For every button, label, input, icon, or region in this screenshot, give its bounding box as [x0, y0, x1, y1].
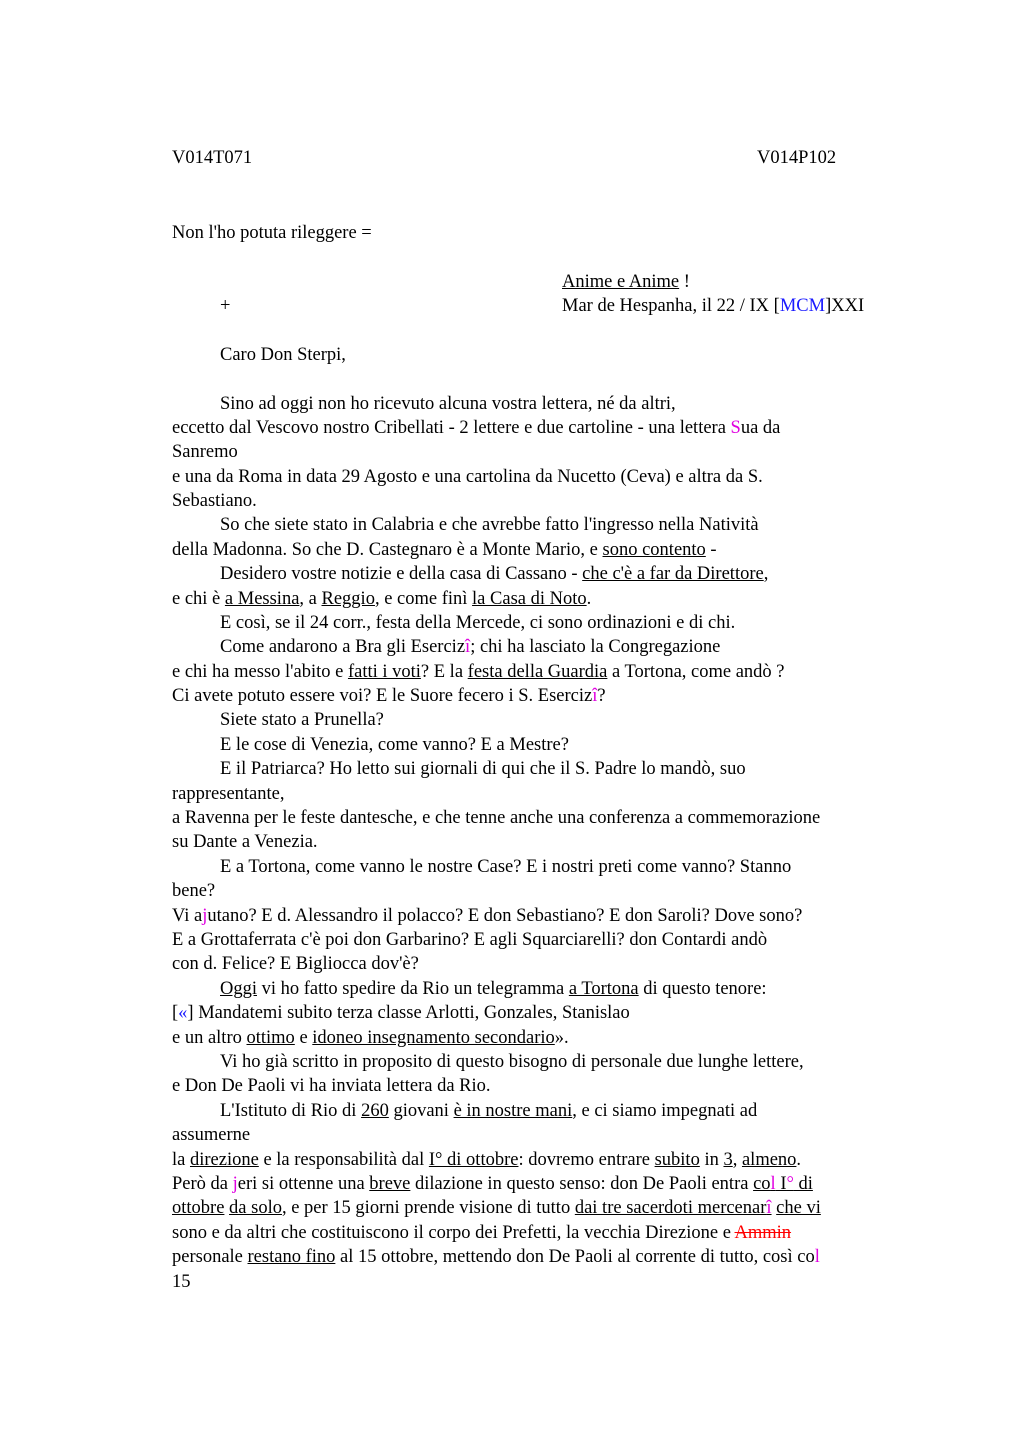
- text-line: Vi ho già scritto in proposito di questo bisogno di personale due lunghe lettere,: [220, 1052, 804, 1072]
- text-line: [172, 1002, 630, 1024]
- underlined-span: [575, 1198, 772, 1218]
- underlined-span: Oggi: [220, 979, 257, 999]
- text-line: e una da Roma in data 29 Agosto e una cartolina da Nucetto (Ceva) e altra da S.: [172, 467, 763, 487]
- text-line: [220, 978, 767, 1000]
- text-line: 15: [172, 1272, 191, 1292]
- underlined-span: la Casa di Noto: [472, 589, 587, 609]
- text-line: E a Grottaferrata c'è poi don Garbarino? E agli Squarciarelli? don Contardi andò: [172, 930, 768, 950]
- text-line: [172, 588, 591, 610]
- text-span: utano? E d. Alessandro il polacco? E don Sebastiano? E don Saroli? Dove sono?: [207, 906, 803, 926]
- text-span: e chi è: [172, 589, 225, 609]
- motto-line: [562, 271, 690, 293]
- text-span: ».: [554, 1028, 569, 1048]
- header-left-code: V014T071: [172, 148, 253, 168]
- salutation: Caro Don Sterpi,: [220, 345, 346, 365]
- dateline: [562, 295, 864, 317]
- underlined-span: che c'è a far da Direttore: [582, 564, 764, 584]
- dateline-suffix: ]XXI: [825, 296, 865, 316]
- text-line: [172, 685, 606, 707]
- underlined-span: è in nostre mani: [453, 1101, 573, 1121]
- text-span: ? E la: [420, 662, 468, 682]
- text-line: Sino ad oggi non ho ricevuto alcuna vostra lettera, né da altri,: [220, 394, 676, 414]
- underlined-span: Reggio: [321, 589, 375, 609]
- text-line: [172, 1149, 801, 1171]
- underlined-span: ottimo: [246, 1028, 295, 1048]
- text-span: ; chi ha lasciato la Congregazione: [470, 637, 721, 657]
- underlined-span: subito: [654, 1150, 700, 1170]
- text-span: Vi a: [172, 906, 203, 926]
- text-line: [172, 1027, 569, 1049]
- magenta-correction: j: [202, 906, 208, 926]
- underlined-span: a Tortona: [568, 979, 639, 999]
- underlined-span: sono contento: [602, 540, 706, 560]
- text-span: la: [172, 1150, 190, 1170]
- motto-suffix: !: [679, 272, 690, 292]
- text-span: Desidero vostre notizie e della casa di Cassano -: [220, 564, 583, 584]
- cross-mark: +: [220, 296, 231, 316]
- text-span: -: [705, 540, 717, 560]
- underlined-span: breve: [369, 1174, 411, 1194]
- underlined-span: 3: [723, 1150, 733, 1170]
- dateline-prefix: Mar de Hespanha, il 22 / IX [: [562, 296, 780, 316]
- note-line: Non l'ho potuta rileggere =: [172, 223, 372, 243]
- magenta-correction: j: [232, 1174, 238, 1194]
- text-span: ?: [597, 686, 606, 706]
- text-span: dai tre sacerdoti mercenar: [574, 1198, 767, 1218]
- text-line: [172, 417, 780, 439]
- magenta-correction: î: [465, 637, 471, 657]
- text-line: [172, 905, 802, 927]
- text-span: , e come finì: [374, 589, 473, 609]
- text-line: [220, 636, 720, 658]
- text-line: Sanremo: [172, 442, 238, 462]
- text-span: .: [796, 1150, 802, 1170]
- magenta-correction: î: [592, 686, 598, 706]
- text-line: E a Tortona, come vanno le nostre Case? E i nostri preti come vanno? Stanno: [220, 857, 792, 877]
- blue-correction: «: [178, 1003, 188, 1023]
- underlined-span: ottobre: [172, 1198, 225, 1218]
- underlined-span: che vi: [776, 1198, 821, 1218]
- magenta-correction: l: [770, 1174, 776, 1194]
- text-line: assumerne: [172, 1125, 251, 1145]
- text-line: [172, 1173, 813, 1195]
- text-line: rappresentante,: [172, 784, 285, 804]
- text-line: [220, 563, 768, 585]
- header-right-code: V014P102: [757, 148, 837, 168]
- text-span: Ci avete potuto essere voi? E le Suore fecero i S. Eserciz: [172, 686, 593, 706]
- underlined-span: festa della Guardia: [467, 662, 608, 682]
- text-span: di: [793, 1174, 813, 1194]
- text-line: su Dante a Venezia.: [172, 832, 318, 852]
- text-span: [: [172, 1003, 179, 1023]
- text-span: .: [586, 589, 592, 609]
- text-line: E il Patriarca? Ho letto sui giornali di qui che il S. Padre lo mandò, suo: [220, 759, 746, 779]
- text-span: ua da: [740, 418, 781, 438]
- underlined-span: 260: [361, 1101, 389, 1121]
- text-line: [172, 1246, 820, 1268]
- underlined-span: idoneo insegnamento secondario: [312, 1028, 555, 1048]
- text-span: a Tortona, come andò ?: [607, 662, 785, 682]
- text-span: giovani: [388, 1101, 454, 1121]
- text-line: E così, se il 24 corr., festa della Mercede, ci sono ordinazioni e di chi.: [220, 613, 736, 633]
- text-span: : dovremo entrare: [518, 1150, 655, 1170]
- text-span: sono e da altri che costituiscono il corpo dei Prefetti, la vecchia Direzione e: [172, 1223, 735, 1243]
- text-line: [172, 1197, 821, 1219]
- text-span: ,: [732, 1150, 742, 1170]
- text-span: personale: [172, 1247, 248, 1267]
- text-span: ] Mandatemi subito terza classe Arlotti, Gonzales, Stanislao: [187, 1003, 630, 1023]
- text-span: in: [699, 1150, 724, 1170]
- text-span: al 15 ottobre, mettendo don De Paoli al corrente di tutto, così co: [335, 1247, 815, 1267]
- text-line: con d. Felice? E Bigliocca dov'è?: [172, 954, 419, 974]
- text-line: bene?: [172, 881, 216, 901]
- text-span: e un altro: [172, 1028, 247, 1048]
- underlined-span: restano fino: [247, 1247, 336, 1267]
- text-line: E le cose di Venezia, come vanno? E a Mestre?: [220, 735, 569, 755]
- magenta-correction: l: [814, 1247, 820, 1267]
- magenta-correction: °: [786, 1174, 794, 1194]
- text-span: Però da: [172, 1174, 233, 1194]
- text-span: e la responsabilità dal: [258, 1150, 429, 1170]
- text-line: [220, 1100, 757, 1122]
- motto-text: Anime e Anime: [562, 272, 680, 292]
- text-line: [172, 1222, 791, 1244]
- underlined-span: direzione: [189, 1150, 259, 1170]
- text-line: [172, 661, 785, 683]
- text-span: , e per 15 giorni prende visione di tutto: [281, 1198, 575, 1218]
- underlined-span: I° di ottobre: [428, 1150, 519, 1170]
- underlined-span: almeno: [741, 1150, 797, 1170]
- text-span: Come andarono a Bra gli Eserciz: [220, 637, 466, 657]
- text-span: I: [775, 1174, 787, 1194]
- magenta-correction: S: [730, 418, 741, 438]
- struck-deletion: Ammin: [734, 1223, 792, 1243]
- text-line: Sebastiano.: [172, 491, 257, 511]
- text-span: eri si ottenne una: [237, 1174, 370, 1194]
- underlined-span: a Messina: [224, 589, 300, 609]
- text-span: e: [294, 1028, 313, 1048]
- text-span: co: [753, 1174, 771, 1194]
- text-span: , a: [299, 589, 322, 609]
- text-span: della Madonna. So che D. Castegnaro è a Monte Mario, e: [172, 540, 603, 560]
- text-span: vi ho fatto spedire da Rio un telegramma: [257, 979, 569, 999]
- underlined-span: fatti i voti: [347, 662, 421, 682]
- magenta-correction: î: [766, 1198, 772, 1218]
- text-span: di questo tenore:: [638, 979, 767, 999]
- text-span: eccetto dal Vescovo nostro Cribellati - 2 lettere e due cartoline - una lettera: [172, 418, 731, 438]
- text-line: Siete stato a Prunella?: [220, 710, 384, 730]
- text-span: dilazione in questo senso: don De Paoli entra: [410, 1174, 754, 1194]
- text-span: e chi ha messo l'abito e: [172, 662, 348, 682]
- text-span: L'Istituto di Rio di: [220, 1101, 362, 1121]
- underlined-span: da solo: [229, 1198, 282, 1218]
- text-line: a Ravenna per le feste dantesche, e che tenne anche una conferenza a commemorazione: [172, 808, 821, 828]
- text-span: ,: [763, 564, 769, 584]
- text-line: [172, 539, 717, 561]
- underlined-span: [753, 1174, 813, 1194]
- text-line: So che siete stato in Calabria e che avrebbe fatto l'ingresso nella Natività: [220, 515, 759, 535]
- dateline-mcm: MCM: [779, 296, 826, 316]
- text-line: e Don De Paoli vi ha inviata lettera da Rio.: [172, 1076, 491, 1096]
- text-span: , e ci siamo impegnati ad: [572, 1101, 758, 1121]
